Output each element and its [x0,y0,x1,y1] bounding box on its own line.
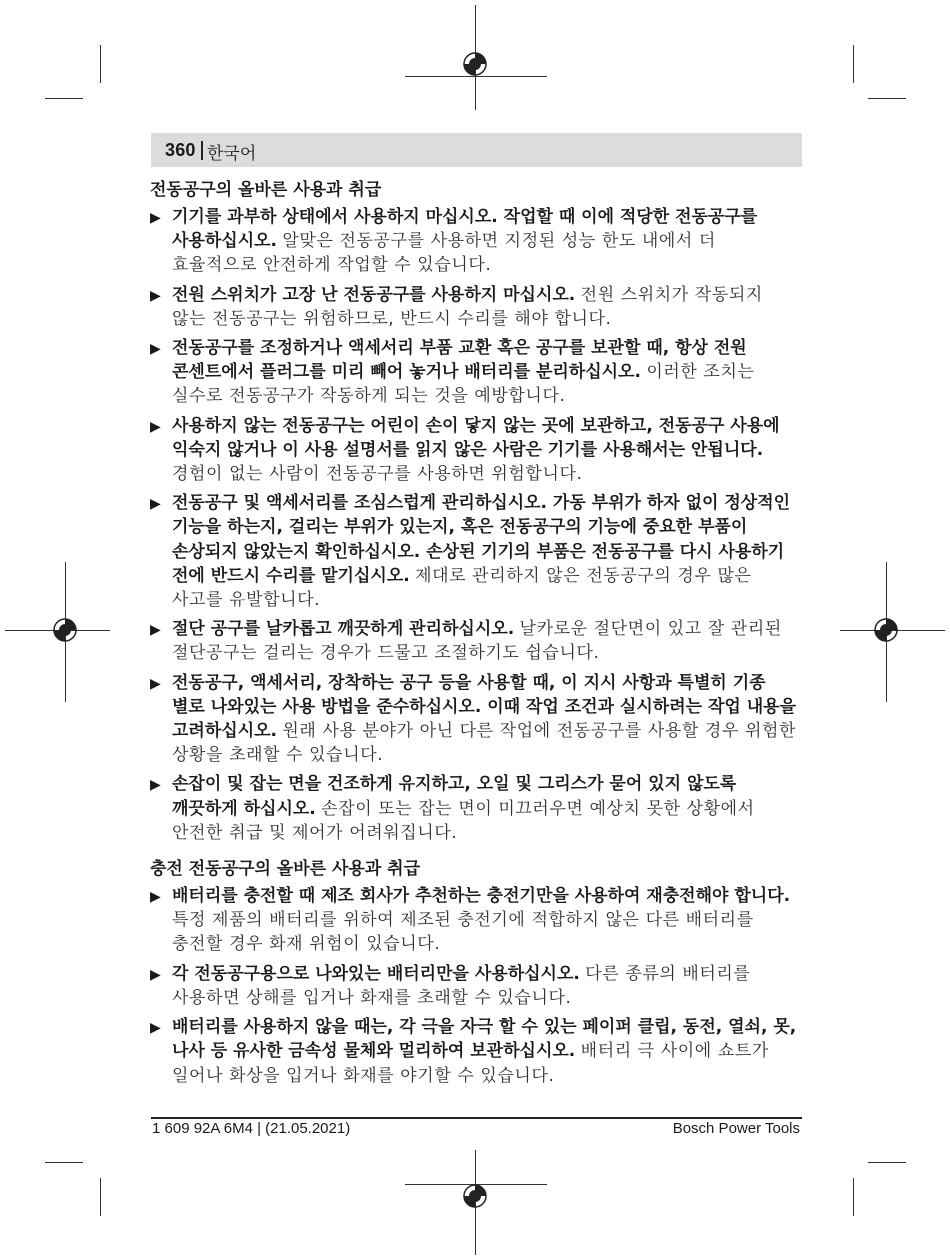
section-battery-use [150,857,800,1088]
crop-mark [100,45,101,83]
brand-name: Bosch Power Tools [672,1120,800,1137]
page-number: 360 [165,140,196,160]
list-item [150,336,800,409]
list-item [150,283,800,331]
section-title: 충전 전동공구의 올바른 사용과 취급 [150,859,421,880]
crosshair-registration-icon [873,617,899,643]
item-normal: 다른 종류의 배터리를 사용하면 상해를 입거나 화재를 초래할 수 있습니다. [172,963,751,1008]
list-item [150,617,800,665]
triangle-right-icon: ▶ [150,496,161,513]
item-normal: 배터리 극 사이에 쇼트가 일어나 화상을 입거나 화재를 야기할 수 있습니다. [172,1041,769,1086]
document-number: 1 609 92A 6M4 | (21.05.2021) [152,1120,351,1137]
item-bold: 배터리를 사용하지 않을 때는, 각 극을 자극 할 수 있는 페이퍼 클립, 동전, 열쇠, 못, 나사 등 유사한 금속성 물체와 멀리하여 보관하십시오. [172,1017,797,1062]
crop-mark [100,1178,101,1216]
item-normal: 날카로운 절단면이 있고 잘 관리된 절단공구는 걸리는 경우가 드물고 조절하기도 쉽습니다. [172,619,782,664]
list-item [150,884,800,957]
item-bold: 전원 스위치가 고장 난 전동공구를 사용하지 마십시오. [172,284,576,305]
item-bold: 전동공구, 액세서리, 장착하는 공구 등을 사용할 때, 이 지시 사항과 특별히 기종 별로 나와있는 사용 방법을 준수하십시오. 이때 작업 조건과 실시하려는 작업 내용을 고려하십시오. [172,672,796,742]
item-normal: 이러한 조치는 실수로 전동공구가 작동하게 되는 것을 예방합니다. [172,362,755,407]
header-separator [201,141,203,160]
crop-mark [868,1162,906,1163]
triangle-right-icon: ▶ [150,777,161,794]
item-normal: 제대로 관리하지 않은 전동공구의 경우 많은 사고를 유발합니다. [172,565,752,611]
item-bold: 손잡이 및 잡는 면을 건조하게 유지하고, 오일 및 그리스가 묻어 있지 않도록 깨끗하게 하십시오. [172,774,737,819]
document-body [150,178,800,1093]
item-normal: 경험이 없는 사람이 전동공구를 사용하면 위험합니다. [172,464,583,485]
list-item [150,414,800,487]
crosshair-registration-icon [52,617,78,643]
item-normal: 전원 스위치가 작동되지 않는 전동공구는 위험하므로, 반드시 수리를 해야 합니다. [172,284,763,329]
crop-mark [45,1162,83,1163]
crop-mark [45,98,83,99]
triangle-right-icon: ▶ [150,675,161,692]
triangle-right-icon: ▶ [150,1020,161,1037]
footer-rule [151,1117,802,1119]
header-language: 한국어 [207,144,257,164]
triangle-right-icon: ▶ [150,889,161,906]
list-item [150,962,800,1010]
triangle-right-icon: ▶ [150,341,161,358]
item-normal: 원래 사용 분야가 아닌 다른 작업에 전동공구를 사용할 경우 위험한 상황을 초래할 수 있습니다. [172,721,797,766]
item-bold: 기기를 과부하 상태에서 사용하지 마십시오. 작업할 때 이에 적당한 전동공구를 사용하십시오. [172,207,758,252]
item-bold: 배터리를 충전할 때 제조 회사가 추천하는 충전기만을 사용하여 재충전해야 합니다. [172,886,791,907]
list-item [150,772,800,845]
triangle-right-icon: ▶ [150,418,161,435]
item-bold: 절단 공구를 날카롭고 깨끗하게 관리하십시오. [172,619,515,640]
crop-mark [868,98,906,99]
triangle-right-icon: ▶ [150,622,161,639]
item-bold: 사용하지 않는 전동공구는 어린이 손이 닿지 않는 곳에 보관하고, 전동공구 사용에 익숙지 않거나 이 사용 설명서를 읽지 않은 사람은 기기를 사용해서는 안됩니다. [172,415,780,460]
triangle-right-icon: ▶ [150,966,161,983]
item-normal: 알맞은 전동공구를 사용하면 지정된 성능 한도 내에서 더 효율적으로 안전하게 작업할 수 있습니다. [172,231,716,276]
list-item [150,671,800,768]
item-bold: 전동공구 및 액세서리를 조심스럽게 관리하십시오. 가동 부위가 하자 없이 정상적인 기능을 하는지, 걸리는 부위가 있는지, 혹은 전동공구의 기능에 중요한 부품이 손상되지 않았는지 확인하십시오. 손상된 기기의 부품은 전동공구를 다시 사용하기 전에 반드시 수리를 맡기십시오. [172,493,791,586]
list-item [150,491,800,612]
item-normal: 특정 제품의 배터리를 위하여 제조된 충전기에 적합하지 않은 다른 배터리를 충전할 경우 화재 위험이 있습니다. [172,910,754,955]
section-title: 전동공구의 올바른 사용과 취급 [150,180,382,200]
crop-mark [853,45,854,83]
triangle-right-icon: ▶ [150,287,161,304]
triangle-right-icon: ▶ [150,210,161,226]
item-bold: 전동공구를 조정하거나 액세서리 부품 교환 혹은 공구를 보관할 때, 항상 전원 콘센트에서 플러그를 미리 빼어 놓거나 배터리를 분리하십시오. [172,338,747,383]
crosshair-registration-icon [462,51,488,77]
list-item [150,1015,800,1088]
list-item [150,205,800,278]
item-bold: 각 전동공구용으로 나와있는 배터리만을 사용하십시오. [172,963,580,984]
page-header [151,133,802,167]
crop-mark [853,1178,854,1216]
item-normal: 손잡이 또는 잡는 면이 미끄러우면 예상치 못한 상황에서 안전한 취급 및 제어가 어려워집니다. [172,798,755,843]
crosshair-registration-icon [462,1183,488,1209]
section-tool-use [150,178,800,845]
